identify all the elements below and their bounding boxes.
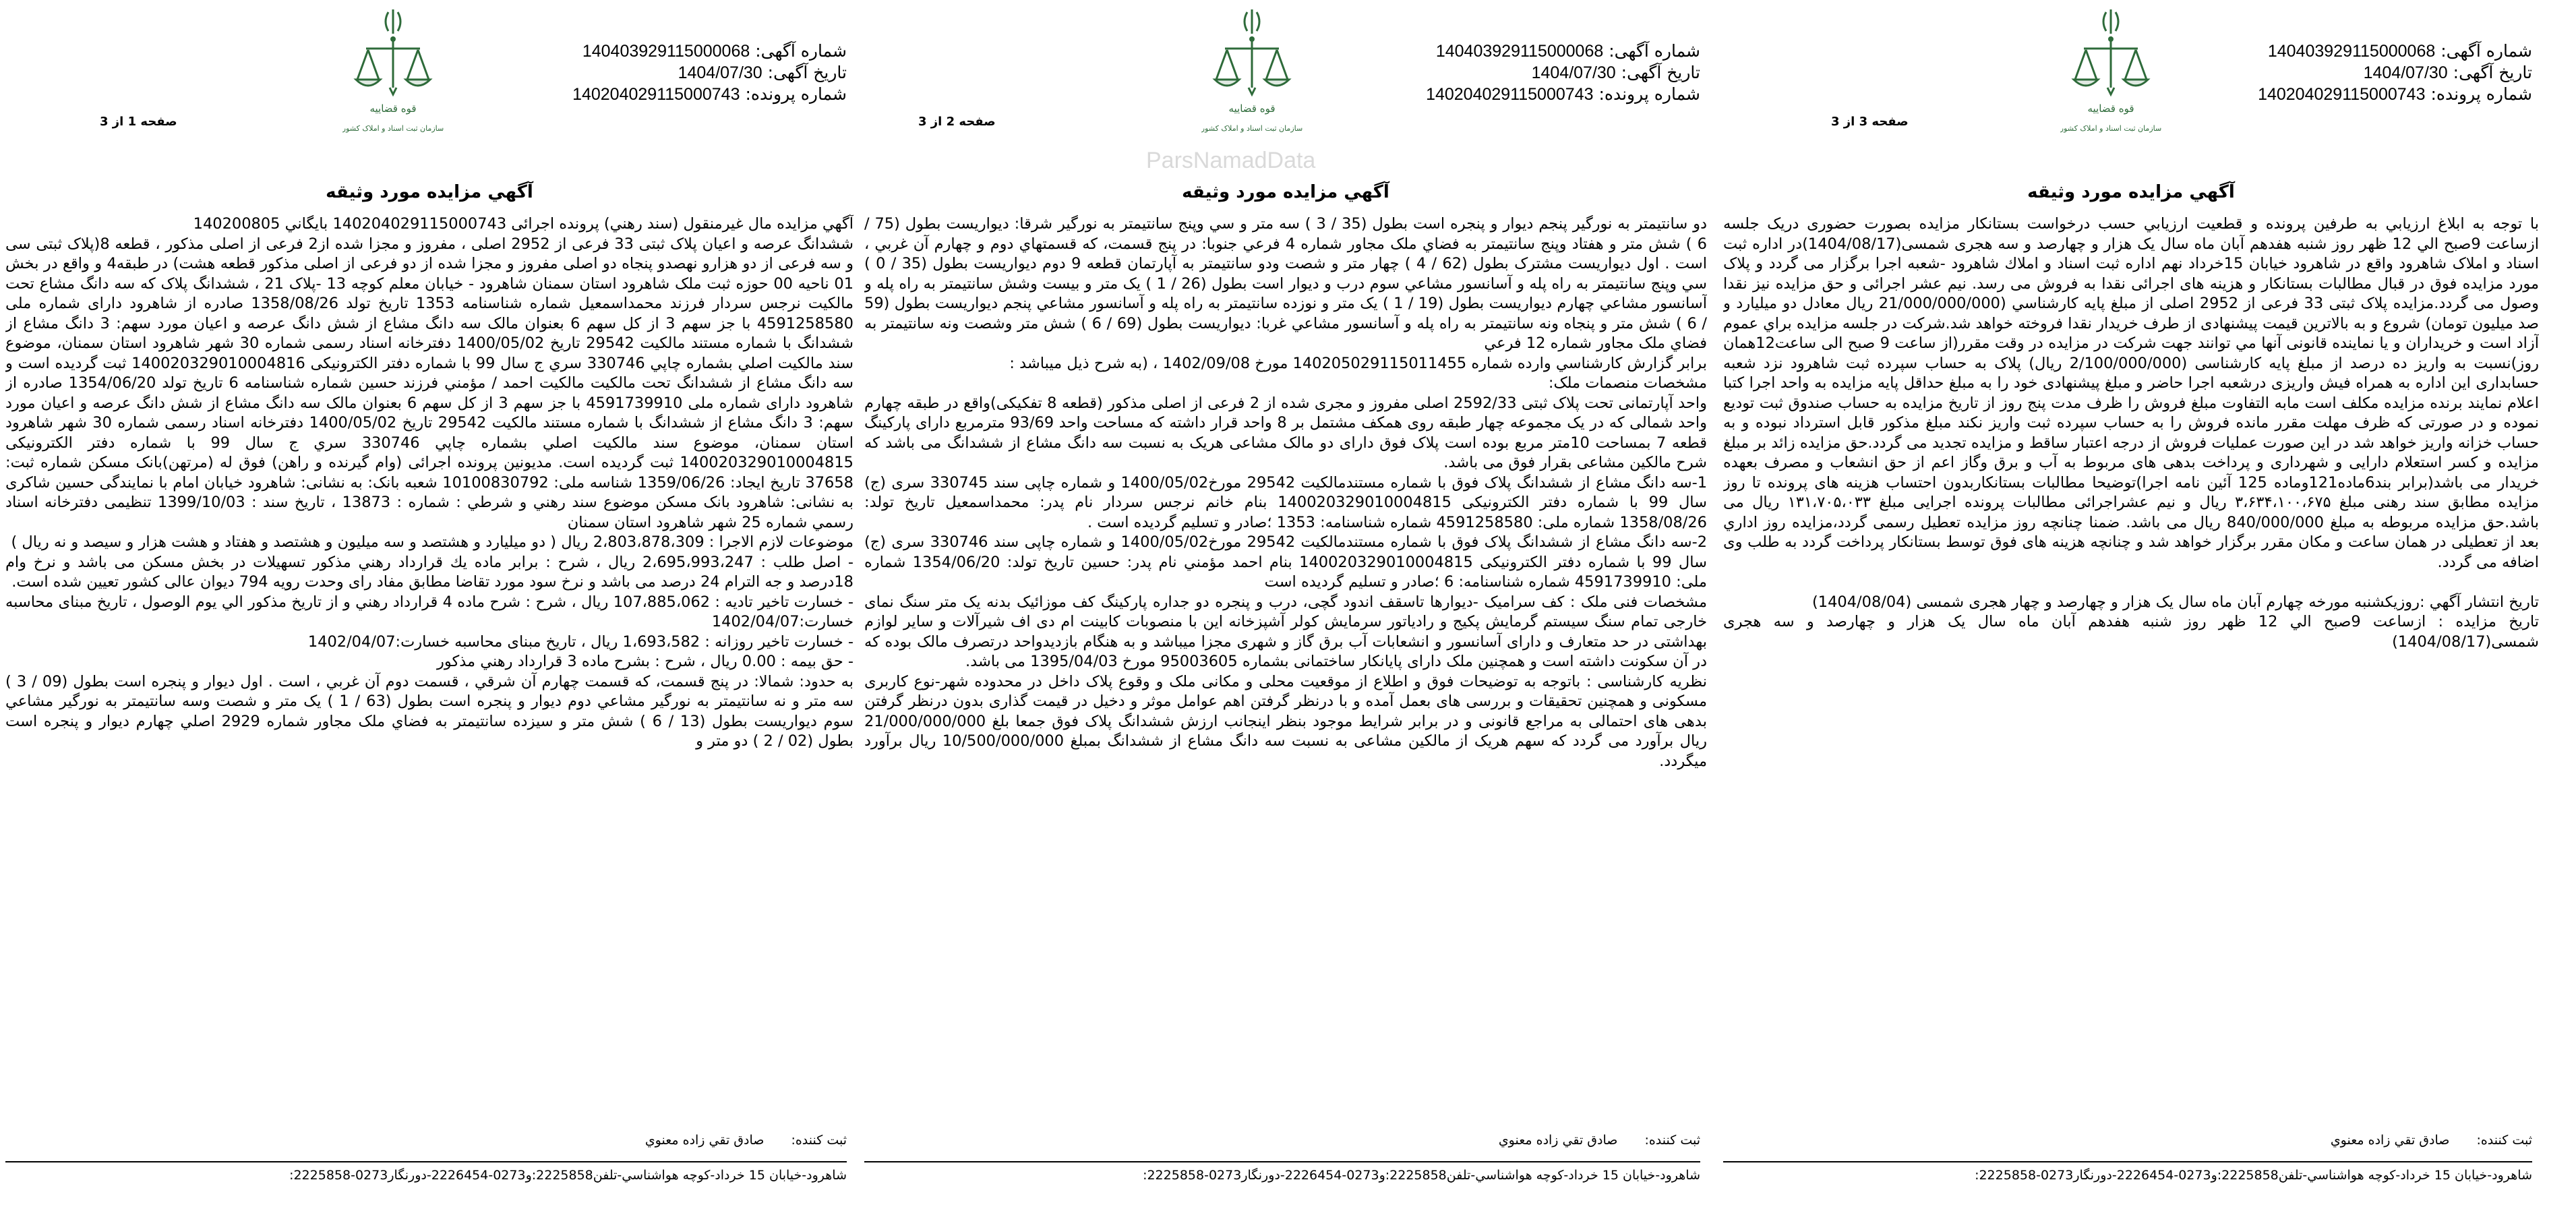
ad-number: شماره آگهی: 140403929115000068 [582, 41, 847, 61]
ad-number: شماره آگهی: 140403929115000068 [2267, 41, 2532, 61]
ad-number: شماره آگهی: 140403929115000068 [1435, 41, 1700, 61]
judiciary-emblem-icon [2060, 7, 2161, 142]
notice-header [2258, 40, 2532, 105]
signer: ثبت کننده:صادق تقي زاده معنوي [1498, 1133, 1700, 1148]
judiciary-emblem-icon [342, 7, 444, 142]
footer-divider [1723, 1161, 2532, 1162]
paragraph: - خسارت تاخیر تادیه : 107،885،062 ریال ، شرح : شرح ماده 4 قرارداد رهني و از تاریخ مذکور الي یوم الوصول ، تاریخ مبنای محاسبه خسارت:1402/04/07 [5, 593, 853, 630]
notice-column-middle [864, 0, 1707, 1209]
footer-address: شاهرود-خيابان 15 خرداد-کوچه هواشناسي-تلفن2225858:و0273-2226454-دورنگار0273-2225858: [1143, 1168, 1700, 1183]
paragraph [1723, 572, 2539, 593]
notice-body [5, 214, 853, 1131]
paragraph: برابر گزارش کارشناسي وارده شماره 140205029115011455 مورخ 1402/09/08 ، (به شرح ذیل میباشد : [1009, 354, 1707, 372]
paragraph: ششدانگ عرصه و اعیان پلاک ثبتی 33 فرعی از 2952 اصلی ، مفروز و مجزا شده از2 فرعی از اصلی مذکور ، قطعه 8(پلاک ثبتی سی و سه فرعی از دو هزارو نهصدو پنجاه دو اصلی مفروز و مجزا شده از دو فرعی از اصلی مذکور قطعه هشت) در طبقه4 و واقع در بخش 01 ناحیه 00 حوزه ثبت ملک شاهرود استان سمنان شاهرود - خیابان معلم کوچه 13 -پلاک 21 ، ششدانگ پلاک که سه دانگ مشاع تحت مالکیت نرجس سردار فرزند محمداسمعیل شماره شناسنامه 1353 تاریخ تولد 1358/08/26 صادره از شاهرود دارای شماره ملی 4591258580 با جز سهم 3 از کل سهم 6 بعنوان مالک سه دانگ مشاع از شش دانگ عرصه و اعیان مورد سهم: 3 دانگ مشاع از ششدانگ با شماره مستند مالکیت 29542 تاریخ 1400/05/02 دفترخانه اسناد رسمی شماره 30 شهر شاهرود استان سمنان، موضوع سند مالکیت اصلي بشماره چاپي 330746 سري ج سال 99 با شماره دفتر الکترونیکی 140020329010004816 ثبت گردیده است و سه دانگ مشاع از ششدانگ تحت مالکیت مالکیت احمد / مؤمني فرزند حسین شماره شناسنامه 6 تاریخ تولد 1354/06/20 صادره از شاهرود دارای شماره ملی 4591739910 با جز سهم 3 از کل سهم 6 بعنوان مالک سه دانگ مشاع از شش دانگ عرصه و اعیان مورد سهم: 3 دانگ مشاع از ششدانگ با شماره مستند مالکیت 29542 تاریخ 1400/05/02 دفترخانه اسناد رسمی شماره 30 شهر شاهرود استان سمنان، موضوع سند مالکیت اصلي بشماره چاپي 330746 سري ج سال 99 با شماره دفتر الکترونیکی 140020329010004815 ثبت گردیده است. مدیونین پرونده اجرائی (وام گیرنده و راهن) فوق له (مرتهن)بانک مسکن شماره ثبت: 37658 تاریخ ایجاد: 1359/06/26 شناسه ملی: 10100830792 شعبه بانک: به نشانی: شاهرود خیابان امام با نمایندگی حسین شاکری به نشانی: شاهرود بانک مسکن موضوع سند رهني و شرطي : شماره : 13873 ، تاریخ سند : 1399/10/03 تنظیمی دفترخانه اسناد رسمي شماره 25 شهر شاهرود استان سمنان [5, 235, 853, 531]
paragraph: دو سانتیمتر به نورگیر پنجم دیوار و پنجره است بطول (35 / 3 ) سه متر و سي وپنج سانتیمتر به نورگیر شرقا: دیواریست بطول (75 / 6 ) شش متر و هفتاد وپنج سانتیمتر به فضاي ملک مجاور شماره 4 فرعي جنوبا: در پنج قسمت، كه قسمتهاي دوم و چهارم آن غربي ، است . اول دیواریست مشترک بطول (62 / 4 ) چهار متر و شصت ودو سانتیمتر به آپارتمان قطعه 9 دوم دیواریست بطول (35 / 0 ) سي وپنج سانتیمتر به راه پله و آسانسور مشاعي سوم درب و دیوار است بطول (26 / 1 ) یک متر و بیست وشش سانتیمتر به راه پله و آسانسور مشاعي چهارم دیواریست بطول (19 / 1 ) یک متر و نوزده سانتیمتر به راه پله و آسانسور مشاعي پنجم دیواریست بطول (59 / 6 ) شش متر و پنجاه ونه سانتیمتر به راه پله و آسانسور مشاعي غربا: دیواریست بطول (69 / 6 ) شش متر وشصت ونه سانتیمتر به فضاي ملک مجاور شماره 12 فرعي [864, 215, 1707, 352]
footer-divider [864, 1161, 1700, 1162]
paragraph: 1-سه دانگ مشاع از ششدانگ پلاک فوق با شماره مستندمالکیت 29542 مورخ1400/05/02 و شماره چاپی سند 330745 سری (ج) سال 99 با شماره دفتر الکترونیکی 140020329010004815 بنام خانم نرجس سردار نام پدر: محمداسمعیل تاریخ تولد: 1358/08/26 شماره ملی: 4591258580 شماره شناسنامه: 1353 ؛صادر و تسلیم گردیده است . [864, 473, 1707, 531]
svg-text:قوه قضاییه: قوه قضاییه [1228, 102, 1276, 115]
case-number: شماره پرونده: 140204029115000743 [2258, 84, 2532, 104]
paragraph: تاريخ مزايده : ازساعت 9صبح الي 12 ظهر روز شنبه هفدهم آبان ماه سال یک هزار و چهارصد و سه هجری شمسی(1404/08/17) [1723, 613, 2539, 651]
judiciary-emblem-icon [1201, 7, 1302, 142]
notice-body [1723, 214, 2539, 1131]
paragraph: مشخصات منصمات ملک: [1548, 374, 1707, 392]
notice-header [1426, 40, 1700, 105]
svg-text:سازمان ثبت اسناد و املاک کشور: سازمان ثبت اسناد و املاک کشور [2060, 124, 2161, 133]
paragraph: - حق بیمه : 0.00 ریال ، شرح : بشرح ماده 3 قرارداد رهني مذکور [437, 653, 853, 670]
notice-title: آگهي مزايده مورد وثيقه [1182, 182, 1389, 202]
paragraph: نظریه کارشناسی : باتوجه به توضیحات فوق و اطلاع از موقعیت محلی و مکانی ملک و وقوع پلاک داخل در محدوده شهر-نوع کاربری مسکونی و همچنین تحقیقات و بررسی های بعمل آمده و با درنظر گرفتن اهم عوامل موثر و دخیل در قیمت گذاری بدون درنظر گرفتن بدهی های احتمالی به مراجع قانونی و در برابر شرایط موجود بنظر اینجانب ارزش ششدانگ پلاک فوق جمعا بلغ 21/000/000/000 ریال برآورد می گردد که سهم هریک از مالکین مشاعی به نسبت سه دانگ مشاع از ششدانگ بمبلغ 10/500/000/000 ریال برآورد میگردد. [864, 672, 1707, 770]
notice-column-left [5, 0, 853, 1209]
svg-text:قوه قضاییه: قوه قضاییه [2087, 102, 2134, 115]
paragraph: - اصل طلب : 2،695،993،247 ریال ، شرح : برابر ماده یك قرارداد رهني مذکور تسهیلات در بخش مسکن می باشد و نرخ وام 18درصد و جه الترام 24 درصد می باشد و نرخ سود مورد تقاضا مطابق مفاد رای وحدت رویه 794 دیوان عالی کشور تعیین شده است. [5, 553, 853, 591]
notice-title: آگهي مزايده مورد وثيقه [2027, 182, 2235, 202]
judiciary-logo [1201, 7, 1302, 142]
paragraph: مشخصات فنی ملک : کف سرامیک -دیوارها تاسقف اندود گچی، درب و پنجره دو جداره پارکینگ کف موزائیک بدنه یک متر سنگ نمای خارجی تمام سنگ سیستم گرمایش پکیج و رادیاتور سرمایش کولر آشپزخانه این با منصوبات کابینت ام دی اف شیرآلات و سایر لوازم بهداشتی در حد متعارف و دارای آسانسور و انشعابات آب برق گاز و شهری مجزا میباشد و به هنگام بازدیدواحد درتصرف مالک بوده که در آن سکونت داشته است و همچنین ملک دارای پایانکار ساختمانی بشماره 95003605 مورخ 1395/04/03 می باشد. [864, 593, 1707, 670]
notice-header [572, 40, 847, 105]
judiciary-logo [342, 7, 444, 142]
notice-column-right [1723, 0, 2539, 1209]
notice-title: آگهي مزايده مورد وثيقه [326, 182, 533, 202]
paragraph: موضوعات لازم الاجرا : 2،803،878،309 ریال ( دو میلیارد و هشتصد و سه میلیون و هشتصد و هفتاد و هشت هزار و سیصد و نه ریال ) [11, 533, 853, 551]
paragraph: با توجه به ابلاغ ارزيابي به طرفين پرونده و قطعيت ارزيابي حسب درخواست بستانكار مزايده بصورت حضوری دريک جلسه ازساعت 9صبح الي 12 ظهر روز شنبه هفدهم آبان ماه سال یک هزار و چهارصد و سه هجری شمسی(1404/08/17)در اداره ثبت اسناد و املاک شاهرود واقع در شاهرود خيابان 15خرداد نهم اداره ثبت اسناد و املاك شاهرود -شعبه اجرا برگزار می گردد و پلاک مورد مزایده فوق در قبال مطالبات بستانکار و هزینه های اجرائی نقدا به فروش می رسد. نیم عشر اجرائی و حق مزایده نیز نقدا وصول می گردد.مزایده پلاک ثبتی 33 فرعی از 2952 اصلی از مبلغ پایه کارشناسي (21/000/000/000 ریال معادل دو میلیارد و صد میلیون تومان) شروع و به بالاترین قیمت پیشنهادی از طرف خریدار نقدا فروخته خواهد شد.شرکت در جلسه مزایده براي عموم آزاد است و خریداران و یا نماینده قانونی آنها مي توانند جهت شرکت در مزایده در وقت مقرر(از ساعت 9 صبح الی ساعت12همان روز)نسبت به واریز ده درصد از مبلغ پایه کارشناسی (2/100/000/000 ریال) پلاک به حساب سپرده ثبت شاهرود نزد شعبه حسابداری این اداره به همراه فیش واریزی درشعبه اجرا حاضر و مبلغ پیشنهادی خود را به مبلغ حداقل پایه مزایده به واحد اجرا کتبا اعلام نمایند برنده مزایده مکلف است مابه التفاوت مبلغ فروش را ظرف مدت پنج روز از تاریخ مزایده به حساب صندوق ثبت تودیع نموده و در صورتی که ظرف مهلت مقرر مانده فروش را به حساب سپرده ثبت واریز نکند مبلغ مذکور قابل استرداد نبوده و به حساب خزانه واریز خواهد شد در این صورت عملیات فروش از درجه اعتبار ساقط و مزایده تجدید می گردد.حق مزایده زائد بر مبلغ مزایده و کسر استعلام دارایی و شهرداری و پرداخت بدهی های مربوط به آب و برق وگاز اعم از حق انشعاب و مصرف بعهده خریدار می باشد(برابر بند6ماده121وماده 125 آئین نامه اجرا)توضیحا مطالبات بستانکاربدون احتساب هزینه های پرونده تا روز مزایده مطابق سند رهنی مبلغ ۳،۶۳۴،۱۰۰،۶۷۵ ریال و نیم عشراجرائی مطالبات پرونده اجرایی مبلغ ۱۳۱،۷۰۵،۰۳۳ ریال می باشد.حق مزایده مربوطه به مبلغ 840/000/000 ریال می باشد. ضمنا چنانچه روز مزایده تعطیل رسمی گردد،مزایده روز اداري بعد از تعطیلی در همان ساعت و مکان مقرر برگزار خواهد شد و چنانچه هزینه های فوق توسط بستانکار پرداخت گردد به طلب وی اضافه می گردد. [1723, 215, 2539, 571]
notice-body [864, 214, 1707, 1131]
judiciary-logo [2060, 7, 2161, 142]
paragraph: واحد آپارتمانی تحت پلاک ثبتی 2592/33 اصلی مفروز و مجری شده از 2 فرعی از اصلی مذکور (قطعه 8 تفکیکی)واقع در طبقه چهارم واحد شمالی که در یک مجموعه چهار طبقه روی همکف مشتمل بر 8 واحد قرار داشته که مساحت واحد 93/69 مترمربع دارای پارکینگ قطعه 7 بمساحت 10متر مربع بوده است پلاک فوق دارای دو مالک مشاعی هریک به نسبت سه دانگ مشاع از ششدانگ می باشد که شرح مالکین مشاعی بقرار فوق می باشد. [864, 394, 1707, 471]
footer-divider [5, 1161, 847, 1162]
case-number: شماره پرونده: 140204029115000743 [572, 84, 847, 104]
paragraph: آگهي مزايده مال غيرمنقول (سند رهني) پرونده اجرائی 140204029115000743 بايگاني 140200805 [193, 215, 853, 233]
ad-date: تاریخ آگهی: 1404/07/30 [2363, 63, 2532, 82]
page-number: صفحه 1 از 3 [100, 115, 177, 129]
watermark: ParsNamadData [1146, 148, 1316, 173]
paragraph: تاريخ انتشار آگهي :روزیکشنبه مورخه چهارم آبان ماه سال یک هزار و چهارصد و چهار هجری شمسی (1404/08/04) [1812, 593, 2539, 611]
page-number: صفحه 3 از 3 [1831, 115, 1909, 129]
signer: ثبت کننده:صادق تقي زاده معنوي [645, 1133, 847, 1148]
ad-date: تاریخ آگهی: 1404/07/30 [1531, 63, 1700, 82]
paragraph: - خسارت تاخیر روزانه : 1،693،582 ریال ، تاریخ مبنای محاسبه خسارت:1402/04/07 [307, 632, 853, 651]
ad-date: تاریخ آگهی: 1404/07/30 [678, 63, 847, 82]
svg-text:سازمان ثبت اسناد و املاک کشور: سازمان ثبت اسناد و املاک کشور [342, 124, 444, 133]
footer-address: شاهرود-خيابان 15 خرداد-کوچه هواشناسي-تلفن2225858:و0273-2226454-دورنگار0273-2225858: [289, 1168, 847, 1183]
paragraph: به حدود: شمالا: در پنج قسمت، که قسمت چهارم آن شرقي ، قسمت دوم آن غربي ، است . اول دیوار و پنجره است بطول (09 / 3 ) سه متر و نه سانتیمتر به نورگیر مشاعي دوم دیوار و پنجره است بطول (63 / 1 ) یک متر و شصت وسه سانتیمتر به نورگیر مشاعي سوم دیواریست بطول (13 / 6 ) شش متر و سیزده سانتیمتر به فضاي ملک مجاور شماره 2929 اصلي چهارم دیوار و پنجره است بطول (02 / 2 ) دو متر و [5, 672, 853, 750]
case-number: شماره پرونده: 140204029115000743 [1426, 84, 1700, 104]
page-number: صفحه 2 از 3 [918, 115, 996, 129]
footer-address: شاهرود-خيابان 15 خرداد-کوچه هواشناسي-تلفن2225858:و0273-2226454-دورنگار0273-2225858: [1975, 1168, 2532, 1183]
paragraph: 2-سه دانگ مشاع از ششدانگ پلاک فوق با شماره مستندمالکیت 29542 مورخ1400/05/02 و شماره چاپی سند 330746 سری (ج) سال 99 با شماره دفتر الکترونیکی 140020329010004815 بنام احمد مؤمني نام پدر: حسین تاریخ تولد: 1354/06/20 شماره ملی: 4591739910 شماره شناسنامه: 6 ؛صادر و تسلیم گردیده است [864, 533, 1707, 591]
svg-text:سازمان ثبت اسناد و املاک کشور: سازمان ثبت اسناد و املاک کشور [1201, 124, 1302, 133]
svg-text:قوه قضاییه: قوه قضاییه [369, 102, 417, 115]
signer: ثبت کننده:صادق تقي زاده معنوي [2330, 1133, 2532, 1148]
